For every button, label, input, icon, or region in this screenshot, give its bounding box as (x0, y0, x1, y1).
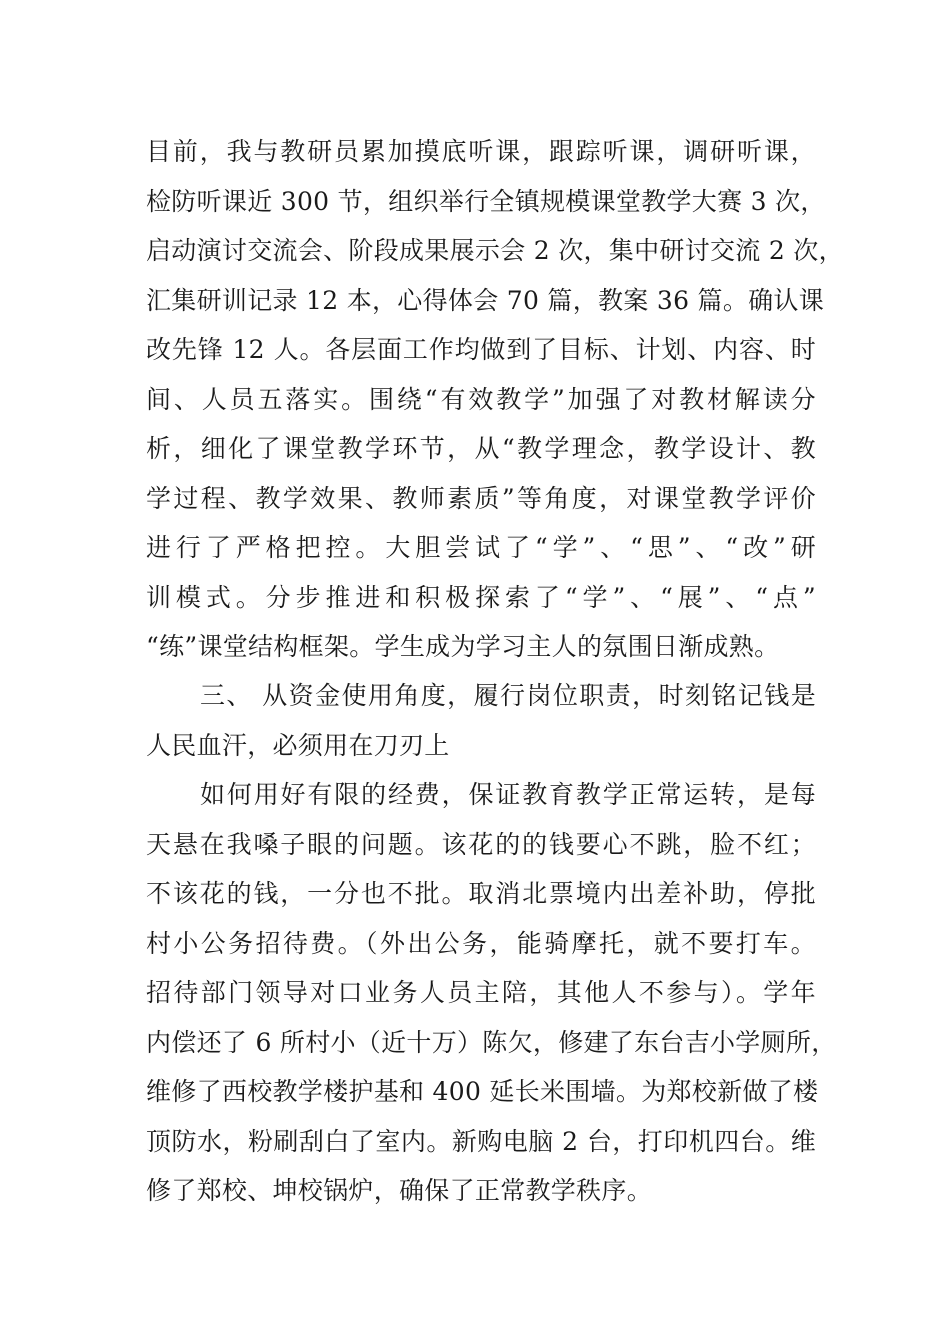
paragraph-funding (146, 770, 837, 1216)
heading-line: 三、 从资金使用角度，履行岗位职责，时刻铭记钱是 (200, 681, 816, 710)
text-line: 析，细化了课堂教学环节，从“教学理念，教学设计、教 (146, 434, 816, 463)
text-line: 顶防水，粉刷刮白了室内。新购电脑 2 台，打印机四台。维 (146, 1126, 816, 1156)
text-line: 内偿还了 6 所村小（近十万）陈欠，修建了东台吉小学厕所， (146, 1027, 837, 1057)
text-line: “练”课堂结构框架。学生成为学习主人的氛围日渐成熟。 (146, 632, 780, 661)
text-line: 汇集研训记录 12 本，心得体会 70 篇，教案 36 篇。确认课 (146, 285, 825, 315)
text-line: 目前，我与教研员累加摸底听课，跟踪听课，调研听课， (146, 137, 816, 166)
text-line: 维修了西校教学楼护基和 400 延长米围墙。为郑校新做了楼 (146, 1077, 819, 1106)
text-line: 间、人员五落实。围绕“有效教学”加强了对教材解读分 (146, 384, 816, 414)
text-line: 进行了严格把控。大胆尝试了“学”、“思”、“改”研 (146, 533, 816, 562)
text-line: 村小公务招待费。（外出公务，能骑摩托，就不要打车。 (146, 928, 816, 958)
text-line: 检防听课近 300 节，组织举行全镇规模课堂教学大赛 3 次， (146, 186, 826, 216)
section-heading-three (146, 671, 816, 770)
heading-line: 人民血汗，必须用在刀刃上 (146, 730, 450, 760)
text-line: 如何用好有限的经费，保证教育教学正常运转，是每 (200, 780, 816, 809)
text-line: 学过程、教学效果、教师素质”等角度，对课堂教学评价 (146, 483, 816, 513)
text-line: 启动演讨交流会、阶段成果展示会 2 次，集中研讨交流 2 次， (146, 236, 844, 265)
text-line: 天悬在我嗓子眼的问题。该花的的钱要心不跳，脸不红； (146, 829, 816, 859)
paragraph-teaching-research (146, 127, 844, 672)
text-line: 不该花的钱，一分也不批。取消北票境内出差补助，停批 (146, 879, 816, 908)
text-line: 训模式。分步推进和积极探索了“学”、“展”、“点” (146, 582, 816, 612)
text-line: 修了郑校、坤校锅炉，确保了正常教学秩序。 (146, 1176, 653, 1205)
text-line: 改先锋 12 人。各层面工作均做到了目标、计划、内容、时 (146, 335, 816, 364)
text-line: 招待部门领导对口业务人员主陪，其他人不参与）。学年 (146, 978, 816, 1007)
